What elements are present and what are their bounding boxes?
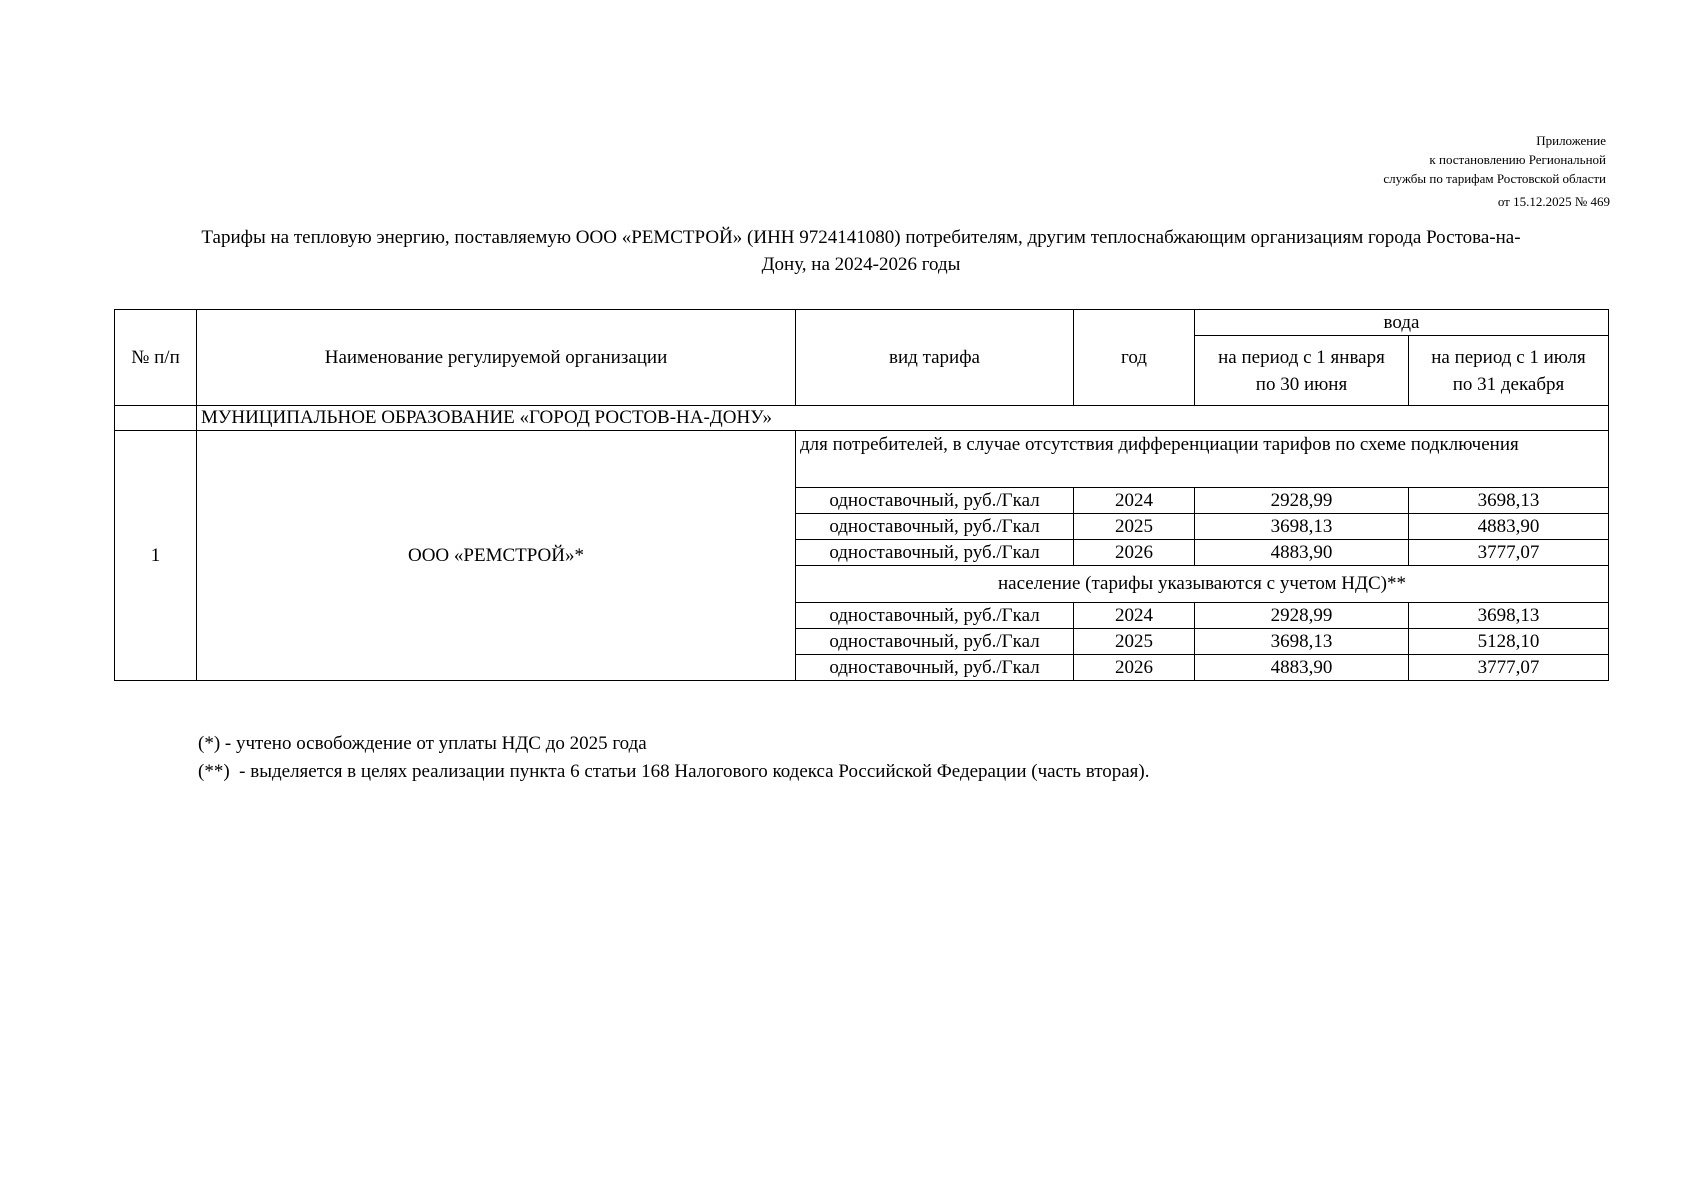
year-cell: 2025 [1074,514,1195,540]
header-period-line: на период с 1 июля [1431,346,1586,368]
tariff-type-cell: одноставочный, руб./Гкал [796,603,1074,629]
municipality-number-cell [115,406,197,431]
tariff-first-half-cell: 2928,99 [1195,488,1409,514]
tariff-second-half-cell: 3777,07 [1409,540,1609,566]
table-header-row [115,310,1609,336]
tariff-first-half-cell: 2928,99 [1195,603,1409,629]
header-water: вода [1195,310,1609,336]
group-label-consumers: для потребителей, в случае отсутствия дифференциации тарифов по схеме подключения [796,431,1609,488]
footnotes [198,730,1150,786]
appendix-line: к постановлению Региональной [1429,152,1606,167]
municipality-row [115,406,1609,431]
tariff-type-cell: одноставочный, руб./Гкал [796,514,1074,540]
header-period-line: по 31 декабря [1452,373,1565,395]
tariff-first-half-cell: 3698,13 [1195,514,1409,540]
row-number: 1 [115,431,197,681]
tariff-second-half-cell: 5128,10 [1409,629,1609,655]
tariff-second-half-cell: 3698,13 [1409,488,1609,514]
appendix-line: Приложение [1536,133,1606,148]
header-year: год [1074,310,1195,406]
header-period-second-half [1409,336,1609,406]
municipality-name: МУНИЦИПАЛЬНОЕ ОБРАЗОВАНИЕ «ГОРОД РОСТОВ-НА-ДОНУ» [197,406,1609,431]
document-title-line: Тарифы на тепловую энергию, поставляемую ООО «РЕМСТРОЙ» (ИНН 9724141080) потребителям, другим теплоснабжающим организациям города Ростова-на- [201,227,1521,248]
tariff-type-cell: одноставочный, руб./Гкал [796,540,1074,566]
tariff-first-half-cell: 3698,13 [1195,629,1409,655]
appendix-block [1383,131,1610,211]
header-tariff-type: вид тарифа [796,310,1074,406]
table-row [115,431,1609,488]
header-period-line: по 30 июня [1255,373,1348,395]
header-organization: Наименование регулируемой организации [197,310,796,406]
footnote-vat-exemption: (*) - учтено освобождение от уплаты НДС до 2025 года [198,733,647,754]
tariff-type-cell: одноставочный, руб./Гкал [796,655,1074,681]
organization-name: ООО «РЕМСТРОЙ»* [197,431,796,681]
tariff-table [114,309,1609,681]
header-period-first-half [1195,336,1409,406]
document-title-line: Дону, на 2024-2026 годы [761,254,961,275]
tariff-second-half-cell: 4883,90 [1409,514,1609,540]
document-title [120,224,1602,278]
year-cell: 2025 [1074,629,1195,655]
tariff-second-half-cell: 3698,13 [1409,603,1609,629]
year-cell: 2026 [1074,655,1195,681]
appendix-date: от 15.12.2025 № 469 [1497,194,1610,209]
tariff-first-half-cell: 4883,90 [1195,655,1409,681]
year-cell: 2024 [1074,488,1195,514]
tariff-second-half-cell: 3777,07 [1409,655,1609,681]
group-label-population: население (тарифы указываются с учетом НДС)** [796,566,1609,603]
year-cell: 2024 [1074,603,1195,629]
header-number: № п/п [115,310,197,406]
year-cell: 2026 [1074,540,1195,566]
tariff-type-cell: одноставочный, руб./Гкал [796,629,1074,655]
appendix-line: службы по тарифам Ростовской области [1383,171,1606,186]
footnote-vat-allocation: (**) - выделяется в целях реализации пункта 6 статьи 168 Налогового кодекса Российской Федерации (часть вторая). [198,761,1150,782]
tariff-first-half-cell: 4883,90 [1195,540,1409,566]
tariff-type-cell: одноставочный, руб./Гкал [796,488,1074,514]
header-period-line: на период с 1 января [1218,346,1385,368]
